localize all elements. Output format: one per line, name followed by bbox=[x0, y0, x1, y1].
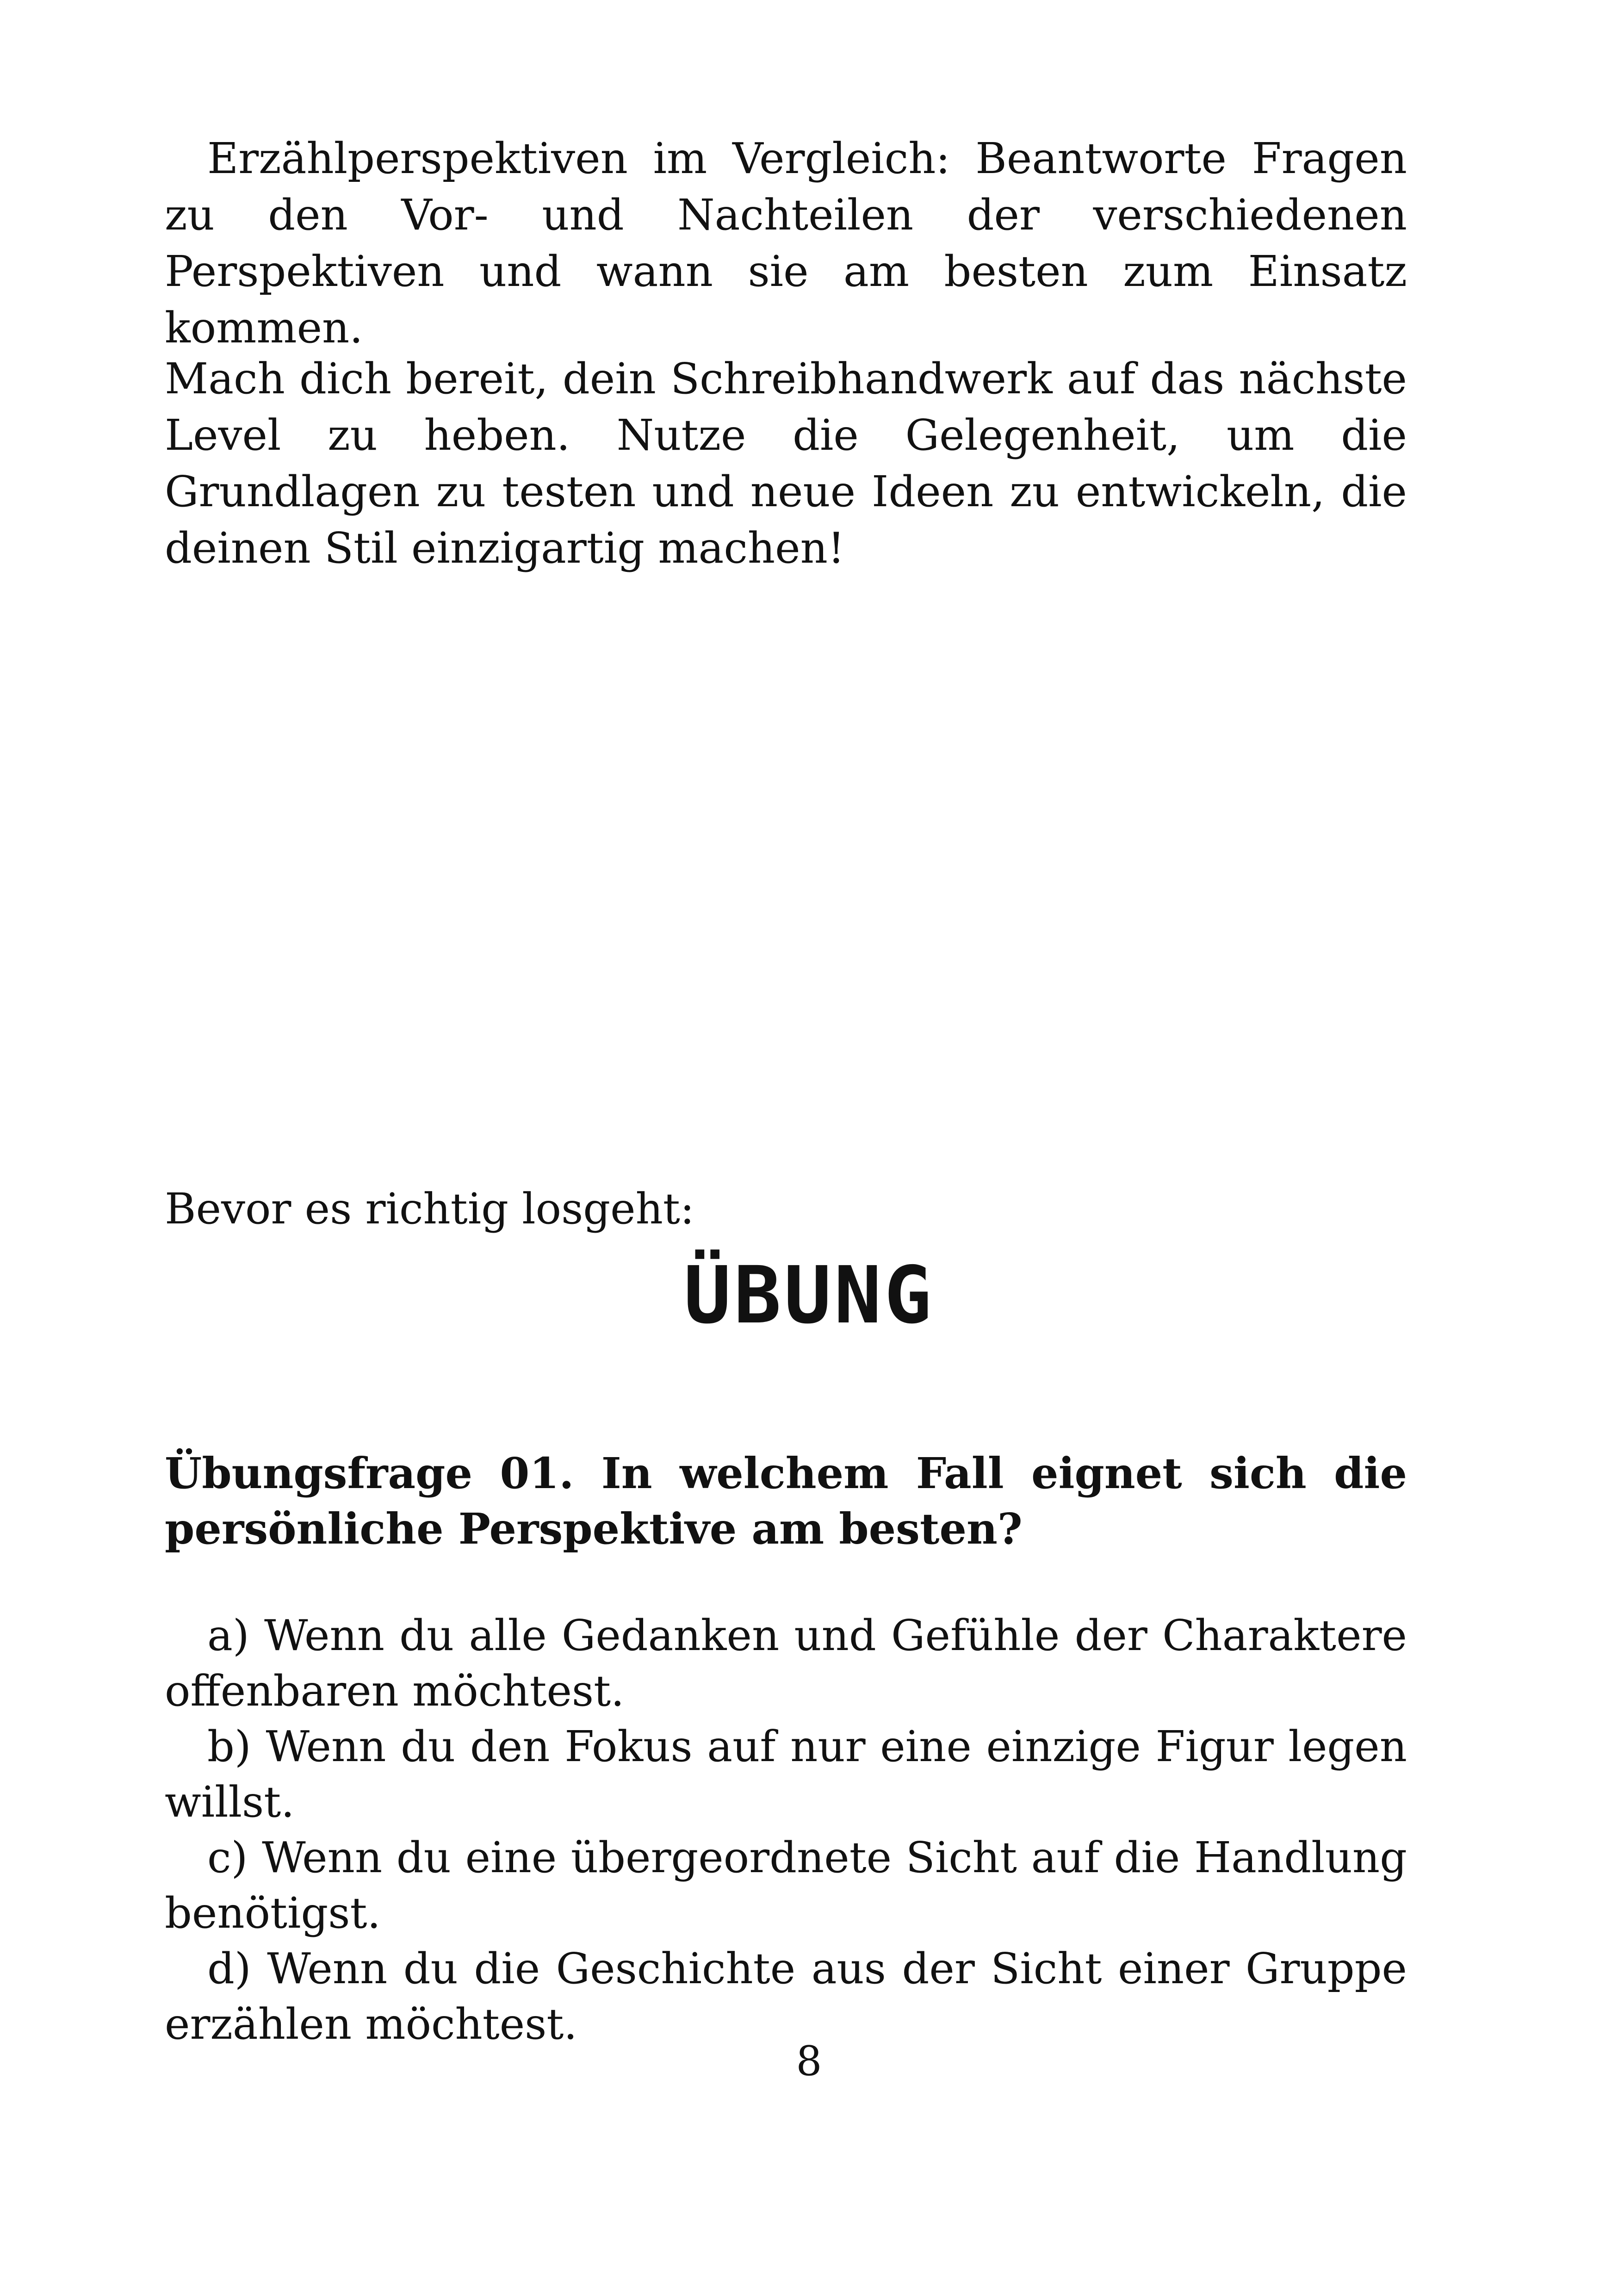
exercise-lead-in: Bevor es richtig losgeht: bbox=[165, 1184, 694, 1234]
page-number: 8 bbox=[796, 2037, 822, 2085]
exercise-heading: ÜBUNG bbox=[683, 1250, 935, 1341]
answer-option-a: a) Wenn du alle Gedanken und Gefühle der Charaktere offenbaren möchtest. bbox=[165, 1611, 1407, 1716]
answer-option-b: b) Wenn du den Fokus auf nur eine einzige Figur legen willst. bbox=[165, 1722, 1407, 1827]
exercise-question bbox=[165, 1446, 1407, 1557]
answer-option-c: c) Wenn du eine übergeordnete Sicht auf die Handlung benötigst. bbox=[165, 1833, 1407, 1938]
answer-option-d: d) Wenn du die Geschichte aus der Sicht einer Gruppe erzählen möchtest. bbox=[165, 1944, 1407, 2049]
answer-list bbox=[165, 1608, 1407, 2052]
question-text: Übungsfrage 01. In welchem Fall eignet sich die persönliche Perspektive am besten? bbox=[165, 1448, 1407, 1554]
intro-paragraph: Mach dich bereit, dein Schreibhandwerk auf das nächste Level zu heben. Nutze die Gelegenheit, um die Grundlagen zu testen und neue Ideen zu entwickeln, die deinen Stil einzigartig machen! bbox=[165, 354, 1407, 573]
intro-paragraph: Erzählperspektiven im Vergleich: Beantworte Fragen zu den Vor- und Nachteilen der verschiedenen Perspektiven und wann sie am besten zum Einsatz kommen. bbox=[165, 134, 1407, 353]
